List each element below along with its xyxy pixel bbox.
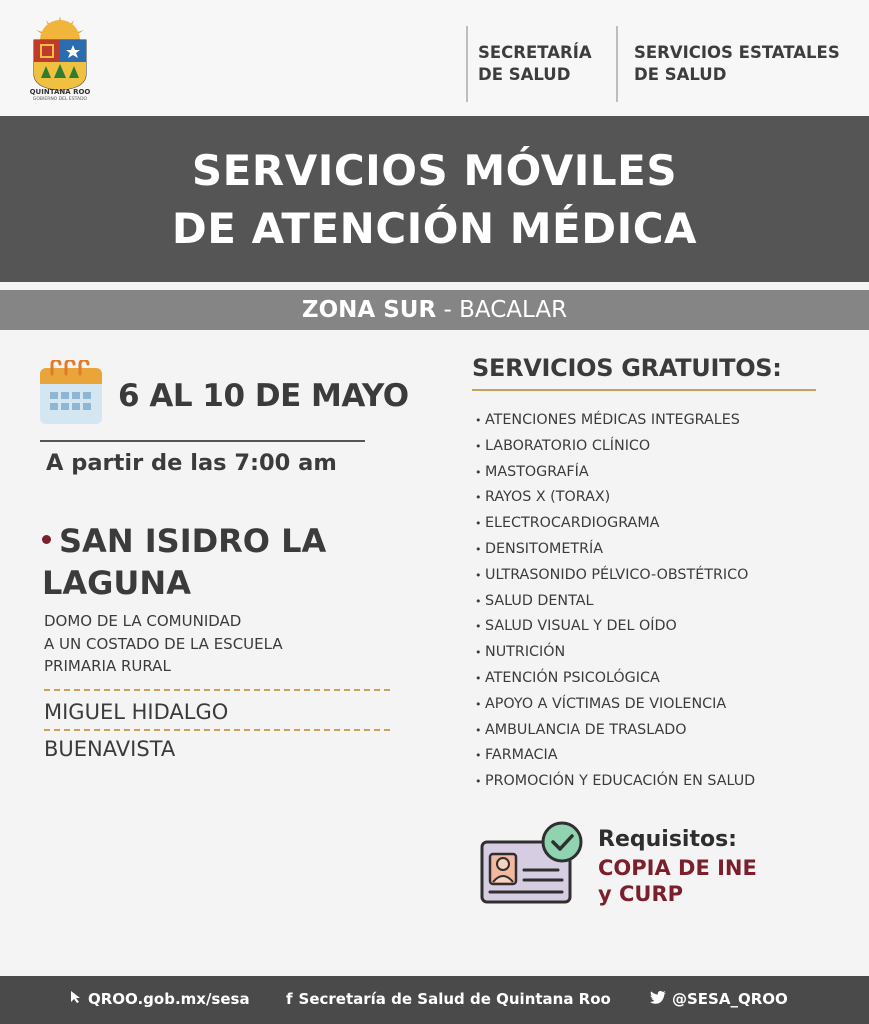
calendar-icon	[38, 360, 104, 426]
twitter-icon	[650, 991, 666, 1004]
list-item: • PROMOCIÓN Y EDUCACIÓN EN SALUD	[475, 770, 755, 796]
list-item: • ULTRASONIDO PÉLVICO-OBSTÉTRICO	[475, 564, 755, 590]
location-name-line1: SAN ISIDRO LA	[59, 522, 327, 560]
footer-twitter-link[interactable]	[650, 990, 788, 1008]
list-item: • LABORATORIO CLÍNICO	[475, 435, 755, 461]
services-title-underline	[472, 389, 816, 391]
zone-name: ZONA SUR	[301, 297, 437, 323]
location-name	[42, 520, 422, 604]
org2-line1: SERVICIOS ESTATALES	[634, 43, 840, 62]
list-item: • FARMACIA	[475, 744, 755, 770]
location-desc-line1: DOMO DE LA COMUNIDAD	[44, 612, 242, 630]
org-servicios-estatales	[634, 42, 840, 86]
cursor-icon	[70, 990, 82, 1004]
dashed-divider	[44, 729, 390, 731]
header-divider	[616, 26, 618, 102]
id-card-check-icon	[478, 820, 586, 908]
org1-line2: DE SALUD	[478, 65, 571, 84]
zone-band	[0, 290, 869, 330]
event-time: A partir de las 7:00 am	[46, 450, 337, 476]
org2-line2: DE SALUD	[634, 65, 727, 84]
requirements-line2: y CURP	[598, 882, 684, 906]
services-title: SERVICIOS GRATUITOS:	[472, 354, 782, 382]
logo-text: QUINTANA ROO	[29, 88, 91, 96]
title-band	[0, 116, 869, 282]
header	[0, 0, 869, 116]
logo-subtext: GOBIERNO DEL ESTADO	[32, 97, 88, 102]
list-item: • APOYO A VÍCTIMAS DE VIOLENCIA	[475, 693, 755, 719]
list-item: • ATENCIONES MÉDICAS INTEGRALES	[475, 409, 755, 435]
location-alt-2: BUENAVISTA	[44, 737, 176, 761]
location-desc-line3: PRIMARIA RURAL	[44, 657, 171, 675]
title-line2: DE ATENCIÓN MÉDICA	[171, 204, 698, 253]
dashed-divider	[44, 689, 390, 691]
requirements-title: Requisitos:	[598, 827, 737, 852]
list-item: • SALUD VISUAL Y DEL OÍDO	[475, 615, 755, 641]
location-desc-line2: A UN COSTADO DE LA ESCUELA	[44, 635, 283, 653]
footer-facebook-text: Secretaría de Salud de Quintana Roo	[298, 990, 611, 1008]
requirements-line1: COPIA DE INE	[598, 856, 757, 880]
date-divider	[40, 440, 365, 442]
list-item: • DENSITOMETRÍA	[475, 538, 755, 564]
list-item: • RAYOS X (TORAX)	[475, 486, 755, 512]
org-secretaria-de-salud	[478, 42, 592, 86]
zone-location: - BACALAR	[436, 297, 568, 323]
list-item: • ATENCIÓN PSICOLÓGICA	[475, 667, 755, 693]
list-item: • SALUD DENTAL	[475, 590, 755, 616]
bullet-icon	[42, 535, 51, 544]
services-list	[475, 409, 755, 796]
location-alt-1: MIGUEL HIDALGO	[44, 700, 229, 724]
list-item: • NUTRICIÓN	[475, 641, 755, 667]
org1-line1: SECRETARÍA	[478, 43, 592, 62]
facebook-icon: f	[286, 990, 293, 1008]
footer-web-link[interactable]	[70, 990, 250, 1008]
event-date: 6 AL 10 DE MAYO	[118, 378, 409, 414]
footer-facebook-link[interactable]	[286, 990, 611, 1008]
list-item: • AMBULANCIA DE TRASLADO	[475, 719, 755, 745]
footer-twitter-text: @SESA_QROO	[672, 990, 788, 1008]
title-line1: SERVICIOS MÓVILES	[191, 146, 678, 195]
header-divider	[466, 26, 468, 102]
location-name-line2: LAGUNA	[42, 564, 191, 602]
list-item: • MASTOGRAFÍA	[475, 461, 755, 487]
footer	[0, 976, 869, 1024]
footer-web-text: QROO.gob.mx/sesa	[88, 990, 250, 1008]
list-item: • ELECTROCARDIOGRAMA	[475, 512, 755, 538]
